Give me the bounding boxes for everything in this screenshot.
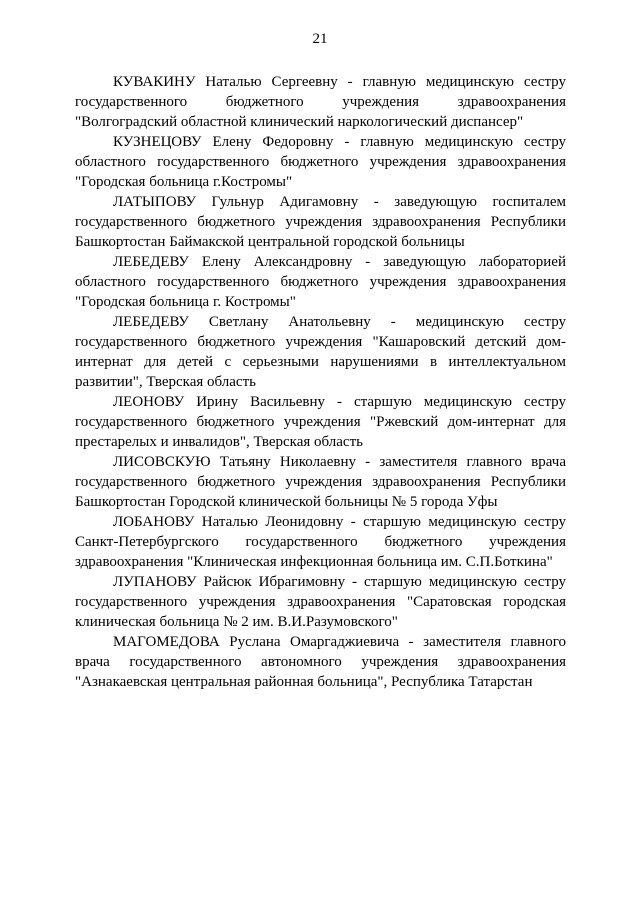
list-item: ЛЕБЕДЕВУ Светлану Анатольевну - медицинскую сестру государственного бюджетного учреждения "Кашаровский детский дом-интернат для детей с серьезными нарушениями в интеллектуальном развитии", Тверская область <box>75 314 566 390</box>
document-body <box>75 72 566 692</box>
list-item: КУЗНЕЦОВУ Елену Федоровну - главную медицинскую сестру областного государственного бюджетного учреждения здравоохранения "Городская больница г.Костромы" <box>75 134 566 190</box>
list-item: ЛАТЫПОВУ Гульнур Адигамовну - заведующую госпиталем государственного бюджетного учреждения здравоохранения Республики Башкортостан Баймакской центральной городской больницы <box>75 194 566 250</box>
list-item: ЛУПАНОВУ Райсюк Ибрагимовну - старшую медицинскую сестру государственного учреждения здравоохранения "Саратовская городская клиническая больница № 2 им. В.И.Разумовского" <box>75 574 566 630</box>
list-item: ЛЕОНОВУ Ирину Васильевну - старшую медицинскую сестру государственного бюджетного учреждения "Ржевский дом-интернат для престарелых и инвалидов", Тверская область <box>75 394 566 450</box>
list-item: КУВАКИНУ Наталью Сергеевну - главную медицинскую сестру государственного бюджетного учреждения здравоохранения "Волгоградский областной клинический наркологический диспансер" <box>75 74 566 130</box>
page-number: 21 <box>312 31 328 47</box>
list-item: ЛОБАНОВУ Наталью Леонидовну - старшую медицинскую сестру Санкт-Петербургского государственного бюджетного учреждения здравоохранения "Клиническая инфекционная больница им. С.П.Боткина" <box>75 514 566 570</box>
list-item: МАГОМЕДОВА Руслана Омаргаджиевича - заместителя главного врача государственного автономного учреждения здравоохранения "Азнакаевская центральная районная больница", Республика Татарстан <box>75 634 566 690</box>
list-item: ЛЕБЕДЕВУ Елену Александровну - заведующую лабораторией областного государственного бюджетного учреждения здравоохранения "Городская больница г. Костромы" <box>75 254 566 310</box>
list-item: ЛИСОВСКУЮ Татьяну Николаевну - заместителя главного врача государственного бюджетного учреждения здравоохранения Республики Башкортостан Городской клинической больницы № 5 города Уфы <box>75 454 566 510</box>
